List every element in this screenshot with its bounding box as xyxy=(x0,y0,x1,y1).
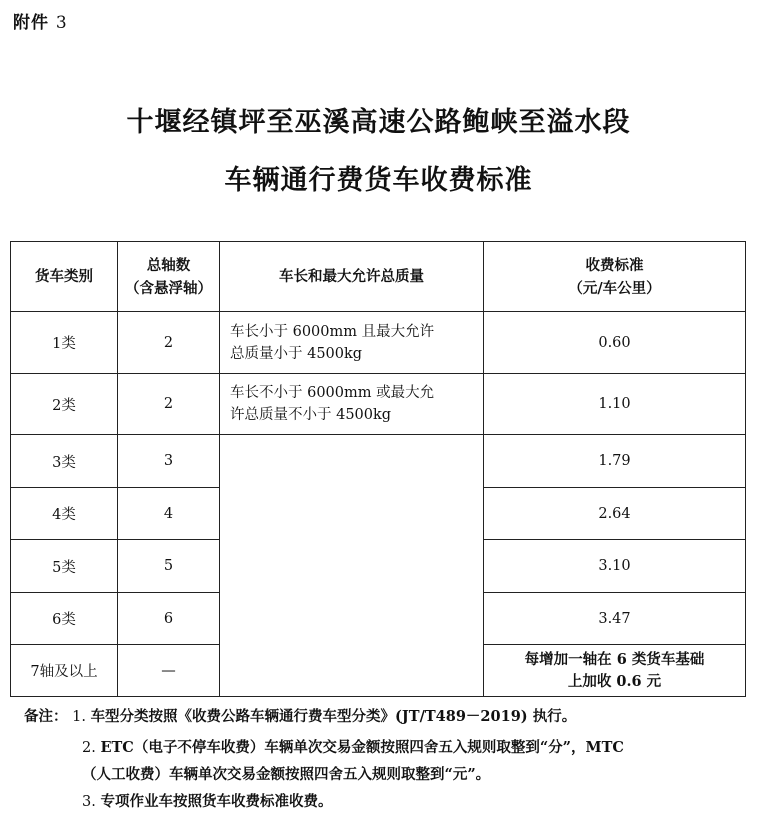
title-line-2: 车辆通行费货车收费标准 xyxy=(224,165,533,196)
row-fee: 1.79 xyxy=(484,435,746,488)
row-mass xyxy=(220,312,484,374)
row-axles: — xyxy=(118,645,220,697)
header-axles-line1: 总轴数 xyxy=(146,256,191,274)
notes-label: 备注： xyxy=(24,708,68,725)
header-axles-line2: （含悬浮轴） xyxy=(125,279,212,297)
note-1 xyxy=(24,705,576,726)
note-1-text: 车型分类按照《收费公路车辆通行费车型分类》(JT/T489－2019) 执行。 xyxy=(90,708,577,725)
row-category: 1类 xyxy=(11,312,118,374)
row-category: 4类 xyxy=(11,488,118,540)
row-fee: 2.64 xyxy=(484,488,746,540)
row-mass xyxy=(220,374,484,435)
row-mass-line1: 车长小于 6000mm 且最大允许 xyxy=(230,323,435,340)
table-row xyxy=(11,374,746,435)
row-category: 5类 xyxy=(11,540,118,593)
row-mass-line2: 许总质量不小于 4500kg xyxy=(230,407,392,423)
row-axles: 2 xyxy=(118,312,220,374)
row-axles: 5 xyxy=(118,540,220,593)
row-category: 6类 xyxy=(11,593,118,645)
row-axles: 6 xyxy=(118,593,220,645)
note-1-number: 1. xyxy=(72,709,86,725)
row-category: 2类 xyxy=(11,374,118,435)
row-fee: 3.47 xyxy=(484,593,746,645)
table-row xyxy=(11,312,746,374)
header-fee-line2: （元/车公里） xyxy=(568,279,661,297)
row-axles: 2 xyxy=(118,374,220,435)
title-line-1: 十堰经镇坪至巫溪高速公路鲍峡至溢水段 xyxy=(126,107,631,138)
note-3-text: 专项作业车按照货车收费标准收费。 xyxy=(100,793,333,810)
header-mass: 车长和最大允许总质量 xyxy=(220,242,484,312)
row-fee xyxy=(484,645,746,697)
row-axles: 3 xyxy=(118,435,220,488)
row-fee: 3.10 xyxy=(484,540,746,593)
row-category: 7轴及以上 xyxy=(11,645,118,697)
table-row xyxy=(11,435,746,488)
attachment-number: 3 xyxy=(55,13,68,33)
note-2-continuation: （人工收费）车辆单次交易金额按照四舍五入规则取整到“元”。 xyxy=(82,766,491,783)
row-category: 3类 xyxy=(11,435,118,488)
note-3-number: 3. xyxy=(82,794,96,810)
fee-table xyxy=(10,241,746,697)
header-axles xyxy=(118,242,220,312)
row-fee-line1: 每增加一轴在 6 类货车基础 xyxy=(524,650,705,668)
row-mass-line1: 车长不小于 6000mm 或最大允 xyxy=(230,385,435,401)
row-mass-line2: 总质量小于 4500kg xyxy=(230,345,363,362)
note-2 xyxy=(82,736,624,757)
header-category: 货车类别 xyxy=(11,242,118,312)
note-2-line1: ETC（电子不停车收费）车辆单次交易金额按照四舍五入规则取整到“分”，MTC xyxy=(100,739,624,756)
row-fee: 1.10 xyxy=(484,374,746,435)
attachment-text: 附件 xyxy=(13,13,49,33)
merged-mass-blank-cell xyxy=(220,435,484,697)
row-axles: 4 xyxy=(118,488,220,540)
table-header-row xyxy=(11,242,746,312)
header-fee xyxy=(484,242,746,312)
header-fee-line1: 收费标准 xyxy=(585,256,644,274)
attachment-label xyxy=(13,8,68,33)
row-fee-line2: 上加收 0.6 元 xyxy=(567,672,662,690)
note-3 xyxy=(82,790,332,811)
row-fee: 0.60 xyxy=(484,312,746,374)
note-2-number: 2. xyxy=(82,740,96,756)
